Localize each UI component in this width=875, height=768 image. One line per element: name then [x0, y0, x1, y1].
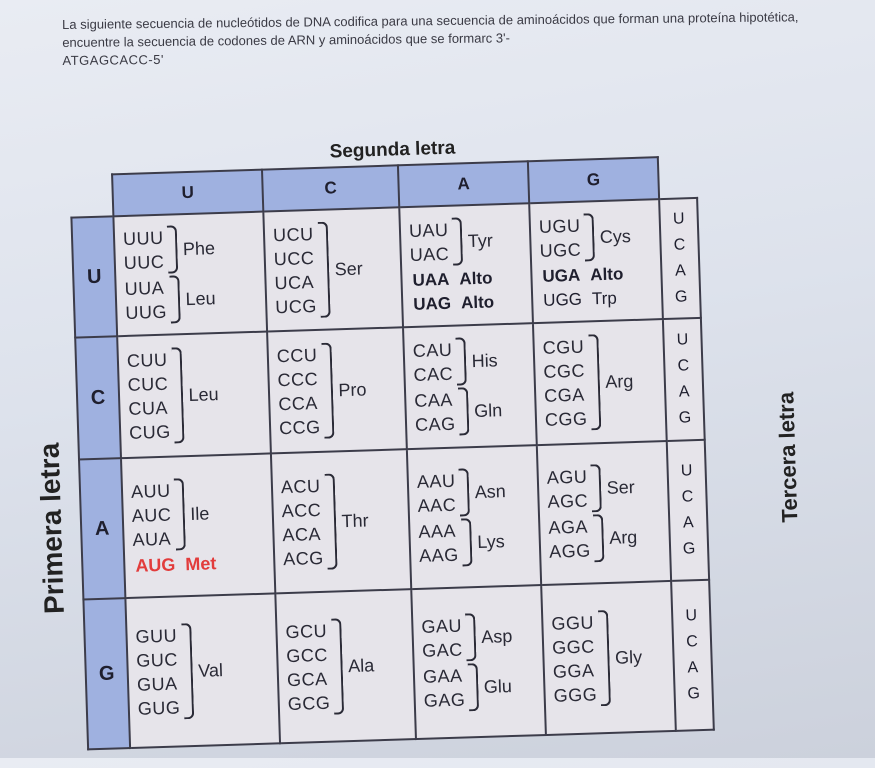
codon: AGC: [547, 490, 589, 512]
codon-list: [276, 343, 320, 440]
codon-group: [551, 608, 674, 708]
codon: GAC: [421, 639, 464, 661]
brace-icon: [461, 518, 473, 566]
third-letter: U: [685, 607, 698, 625]
codon: GAU: [421, 615, 463, 637]
codon-group: [546, 462, 667, 514]
codon: AUA: [132, 528, 172, 550]
codon: CCA: [278, 392, 319, 415]
codon: AUU: [130, 480, 171, 502]
codon-group: [418, 516, 539, 568]
question-text-block: [62, 8, 853, 70]
codon-group: [423, 661, 544, 713]
codon-cell: [529, 199, 663, 323]
second-letter-header: G: [528, 157, 659, 203]
codon-group: [542, 332, 665, 432]
codon: CCU: [276, 344, 318, 367]
codon-row: [71, 198, 700, 338]
third-letter: C: [681, 488, 694, 506]
codon-cell: [533, 319, 667, 445]
codon-list: [539, 214, 582, 263]
brace-icon: [451, 217, 463, 265]
codon: GUU: [135, 625, 178, 647]
stop-label: Alto: [589, 264, 624, 285]
first-letter-cell: U: [71, 216, 117, 337]
codon: GGC: [551, 636, 595, 658]
codon-cell: [399, 203, 533, 327]
third-letter: G: [682, 540, 696, 558]
codon-cell: [121, 453, 275, 598]
brace-icon: [588, 334, 601, 430]
codon: AGA: [548, 516, 589, 538]
codon-list: [135, 623, 181, 720]
amino-acid: Lys: [476, 530, 505, 552]
third-letter: A: [678, 383, 690, 401]
codon: ACC: [281, 499, 322, 522]
codon: UAA: [412, 269, 450, 290]
codon-cell: [113, 212, 267, 337]
codon: CGU: [542, 336, 585, 358]
codon: GCC: [285, 644, 329, 667]
codon-list: [273, 222, 317, 319]
codon-row: [83, 580, 713, 750]
codon-list: [551, 610, 598, 707]
codon-list: [542, 335, 588, 432]
codon: CUU: [126, 349, 168, 371]
codon-group: [548, 512, 669, 564]
brace-icon: [331, 618, 344, 714]
codon-list: [409, 218, 450, 267]
brace-icon: [465, 613, 477, 661]
codon: UAC: [409, 243, 450, 266]
brace-icon: [590, 464, 602, 512]
codon-group: [539, 211, 660, 263]
amino-acid: Met: [185, 553, 217, 575]
stop-label: Alto: [460, 292, 495, 313]
codon-group: [135, 620, 278, 720]
codon-group: [276, 340, 405, 440]
codon: ACG: [282, 547, 325, 570]
codon: GAG: [423, 689, 466, 711]
codon-list: [412, 338, 453, 387]
codon-list: [123, 226, 165, 275]
codon-list: [414, 388, 456, 437]
codon-list: [124, 276, 167, 325]
codon: UGU: [538, 215, 581, 237]
amino-acid: Trp: [591, 288, 618, 309]
amino-acid: Val: [197, 659, 224, 681]
third-letter: C: [673, 236, 686, 254]
brace-icon: [181, 623, 194, 719]
codon: GAA: [422, 665, 463, 687]
codon: CAC: [413, 363, 454, 385]
brace-icon: [583, 213, 595, 261]
brace-icon: [321, 343, 334, 439]
third-letter: G: [687, 685, 701, 703]
codon: AGU: [546, 466, 588, 488]
codon-list: [131, 479, 173, 552]
amino-acid: Ala: [347, 654, 375, 676]
codon: UAG: [413, 293, 452, 314]
codon-cell: [271, 449, 411, 593]
brace-icon: [169, 275, 181, 323]
codon: GUA: [136, 673, 178, 695]
codon-cell: [541, 581, 676, 735]
codon-row: [75, 318, 705, 460]
codon-list: [417, 469, 457, 518]
third-letter: G: [678, 409, 692, 427]
codon-grid: [69, 155, 715, 750]
codon: AAU: [416, 470, 456, 492]
third-letter-cell: [671, 580, 714, 731]
codon: ACA: [282, 523, 322, 546]
third-letter: C: [677, 357, 690, 375]
codon: GGG: [553, 684, 598, 706]
codon-list: [546, 465, 588, 514]
codon-list: [127, 348, 171, 445]
third-letter: U: [680, 462, 693, 480]
amino-acid: His: [471, 349, 498, 371]
brace-icon: [467, 663, 479, 711]
codon: AUG: [135, 554, 176, 576]
brace-icon: [455, 337, 467, 385]
brace-icon: [458, 468, 470, 516]
amino-acid: Gln: [473, 399, 503, 421]
codon-list: [548, 514, 591, 563]
first-letter-cell: A: [79, 458, 125, 599]
third-letter-axis: [764, 324, 813, 625]
codon: GUC: [136, 649, 179, 671]
codon-group: [414, 385, 535, 437]
codon-cell: [537, 441, 671, 585]
amino-acid: Pro: [338, 378, 367, 400]
codon: AUC: [131, 504, 172, 526]
codon-cell: [275, 589, 416, 743]
brace-icon: [457, 387, 469, 435]
codon: AGG: [548, 540, 591, 562]
codon: ACU: [280, 475, 321, 498]
amino-acid: Glu: [483, 675, 513, 697]
third-letter: A: [682, 514, 694, 532]
third-letter-cell: [667, 440, 709, 581]
codon-cell: [411, 585, 546, 739]
single-codon: [543, 285, 662, 313]
codon: GCG: [287, 692, 331, 715]
codon: CAG: [414, 413, 456, 435]
codon: UGG: [542, 289, 583, 310]
codon-group: [124, 273, 265, 325]
brace-icon: [171, 347, 184, 443]
amino-acid: Cys: [599, 225, 632, 247]
codon-group: [417, 466, 538, 518]
codon: UGA: [542, 265, 581, 286]
codon: CAU: [412, 339, 453, 361]
stop-codon: [413, 289, 532, 317]
codon-group: [421, 611, 542, 663]
codon: AAA: [418, 520, 457, 542]
amino-acid: Leu: [188, 383, 219, 405]
codon: CCC: [277, 368, 319, 391]
codon-cell: [263, 207, 403, 331]
codon: CUG: [128, 421, 171, 443]
genetic-code-table: [30, 122, 869, 767]
first-letter-label: Primera letra: [33, 442, 70, 615]
codon: UCC: [273, 248, 315, 270]
third-letter: C: [685, 633, 699, 651]
amino-acid: Ser: [334, 258, 363, 279]
dna-sequence: ATGAGCACC-5': [62, 51, 164, 68]
second-letter-header: C: [262, 165, 399, 211]
amino-acid: Arg: [608, 526, 638, 548]
third-letter: A: [687, 659, 699, 677]
first-letter-cell: G: [83, 598, 130, 749]
codon: UUG: [125, 301, 168, 323]
third-letter-cell: [659, 198, 701, 319]
codon: CGG: [544, 408, 588, 430]
codon: GGA: [552, 660, 595, 682]
codon-group: [285, 616, 414, 716]
codon-list: [418, 519, 459, 568]
brace-icon: [598, 610, 611, 706]
amino-acid: Arg: [605, 370, 634, 392]
brace-icon: [166, 225, 178, 273]
question-text: La siguiente secuencia de nucleótidos de DNA codifica para una secuencia de aminoácidos que forman una proteína hipotética, encuentre la secuencia de codones de ARN y aminoácidos que se formarc 3'-: [62, 9, 799, 50]
amino-acid: Gly: [614, 646, 643, 668]
second-letter-header: A: [398, 161, 529, 207]
codon: AAC: [417, 494, 457, 516]
codon: CGC: [543, 360, 586, 382]
codon: CUC: [127, 373, 169, 395]
codon: UCA: [274, 272, 315, 294]
codon: AAG: [418, 544, 460, 566]
amino-acid: Thr: [341, 509, 369, 531]
codon-list: [285, 619, 331, 716]
codon-list: [421, 614, 463, 663]
amino-acid: Ser: [606, 476, 635, 498]
codon: CAA: [414, 389, 454, 411]
codon-group: [412, 335, 533, 387]
codon: GUG: [137, 697, 181, 719]
third-letter: U: [672, 210, 685, 228]
codon: GCU: [285, 620, 328, 643]
amino-acid: Leu: [185, 287, 216, 309]
amino-acid: Tyr: [467, 229, 494, 251]
codon-list: [423, 664, 466, 713]
codon: UUU: [122, 227, 164, 250]
codon: UGC: [539, 239, 582, 261]
second-letter-title: Segunda letra: [329, 137, 456, 163]
codon-row: [79, 440, 709, 600]
codon: UAU: [408, 219, 449, 242]
third-letter: G: [674, 288, 688, 306]
codon: CUA: [128, 397, 169, 419]
first-letter-axis: [18, 382, 77, 683]
third-letter: A: [674, 262, 686, 280]
codon-group: [273, 219, 402, 319]
amino-acid: Phe: [182, 237, 216, 259]
brace-icon: [173, 478, 185, 550]
brace-icon: [593, 514, 605, 562]
codon: GGU: [551, 612, 595, 634]
third-letter-cell: [663, 318, 705, 441]
codon-group: [131, 475, 273, 551]
codon: GCA: [286, 668, 328, 691]
codon-group: [123, 223, 264, 275]
codon-group: [281, 471, 410, 571]
codon-list: [281, 474, 325, 571]
start-codon: [135, 549, 274, 577]
header-corner: [70, 174, 113, 217]
third-letter-label: Tercera letra: [773, 391, 803, 523]
codon-cell: [125, 593, 280, 748]
codon-cell: [267, 327, 407, 453]
codon-cell: [403, 323, 537, 449]
codon-cell: [407, 445, 541, 589]
codon: CGA: [543, 384, 586, 406]
second-letter-header: U: [112, 170, 263, 217]
codon: UUC: [123, 251, 165, 273]
header-corner: [658, 156, 697, 199]
third-letter: U: [676, 331, 689, 349]
brace-icon: [324, 473, 337, 569]
brace-icon: [317, 222, 330, 318]
codon-cell: [117, 332, 271, 459]
amino-acid: Asp: [480, 625, 513, 647]
first-letter-cell: C: [75, 336, 121, 459]
codon: UCG: [275, 295, 318, 318]
codon: UUA: [124, 277, 165, 299]
amino-acid: Ile: [189, 502, 210, 524]
codon: CCG: [278, 416, 321, 439]
codon: UCU: [272, 224, 314, 246]
codon-group: [409, 215, 530, 267]
amino-acid: Asn: [474, 480, 507, 502]
codon-group: [127, 345, 270, 445]
stop-label: Alto: [459, 268, 493, 289]
